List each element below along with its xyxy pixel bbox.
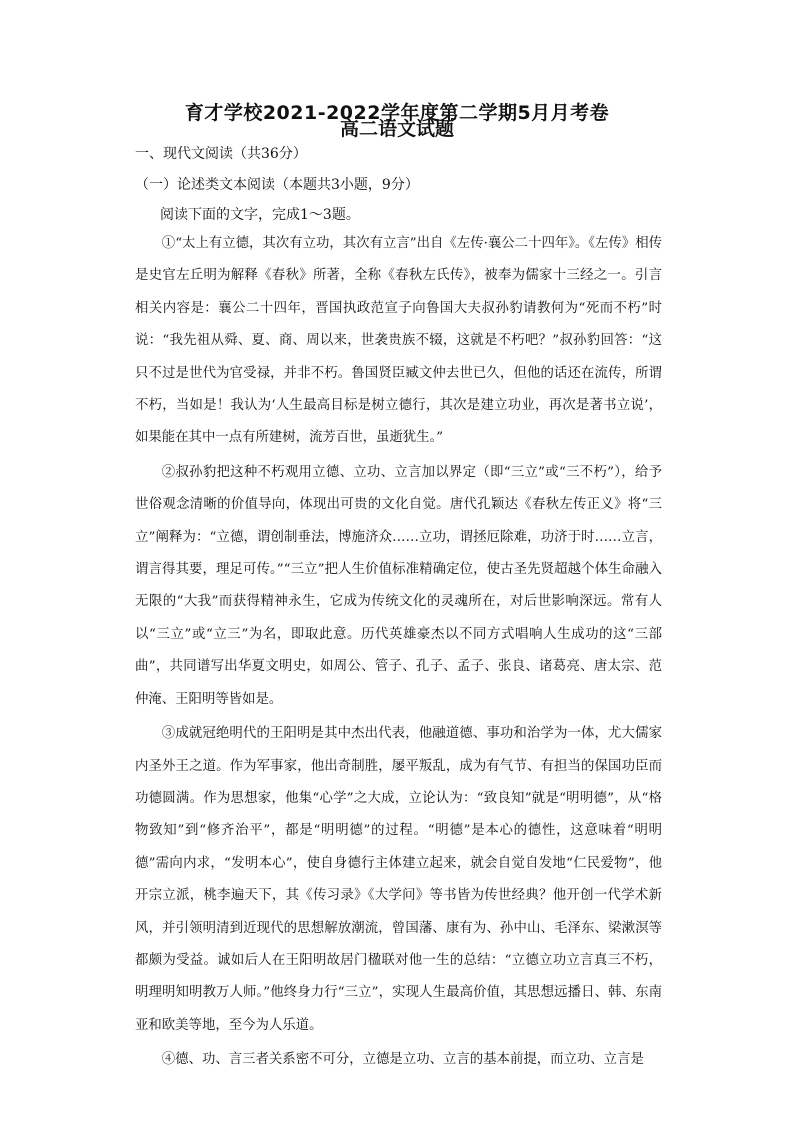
passage-paragraph-1: ①“太上有立德，其次有立功，其次有立言”出自《左传·襄公二十四年》。《左传》相传是史官左丘明为解释《春秋》所著，全称《春秋左氏传》，被奉为儒家十三经之一。引言相关内容是：襄公二十四年，晋国执政范宣子向鲁国大夫叔孙豹请教何为“死而不朽”时说：“我先祖从舜、夏、商、周以来，世袭贵族不辍，这就是不朽吧？”叔孙豹回答：“这只不过是世代为官受禄，并非不朽。鲁国贤臣臧文仲去世已久，但他的话还在流传，所谓不朽，当如是！我认为‘人生最高目标是树立德行，其次是建立功业，再次是著书立说’，如果能在其中一点有所建树，流芳百世，虽逝犹生。”	[135, 236, 662, 446]
reading-instruction: 阅读下面的文字，完成1～3题。	[160, 207, 360, 223]
exam-title: 育才学校2021-2022学年度第二学期5月月考卷	[184, 102, 610, 124]
section-subheading: （一）论述类文本阅读（本题共3小题，9分）	[135, 177, 419, 193]
exam-subtitle-text: 高二语文试题	[339, 118, 454, 140]
exam-subtitle	[0, 112, 794, 139]
passage-paragraph-2: ②叔孙豹把这种不朽观用立德、立功、立言加以界定（即“三立”或“三不朽”），给予世俗观念清晰的价值导向，体现出可贵的文化自觉。唐代孔颖达《春秋左传正义》将“三立”阐释为：“立德，谓创制垂法，博施济众……立功，谓拯厄除难，功济于时……立言，谓言得其要，理足可传。”“三立”把人生价值标准精确定位，使古圣先贤超越个体生命融入无限的“大我”而获得精神永生，它成为传统文化的灵魂所在，对后世影响深远。常有人以“三立”或“立三”为名，即取此意。历代英雄豪杰以不同方式唱响人生成功的这“三部曲”，共同谱写出华夏文明史，如周公、管子、孔子、孟子、张良、诸葛亮、唐太宗、范仲淹、王阳明等皆如是。	[135, 464, 662, 707]
section-heading: 一、现代文阅读（共36分）	[135, 146, 307, 162]
passage-paragraph-3: ③成就冠绝明代的王阳明是其中杰出代表，他融道德、事功和治学为一体，尤大儒家内圣外王之道。作为军事家，他出奇制胜，屡平叛乱，成为有气节、有担当的保国功臣而功德圆满。作为思想家，他集“心学”之大成，立论认为：“致良知”就是“明明德”，从“格物致知”到“修齐治平”，都是“明明德”的过程。“明德”是本心的德性，这意味着“明明德”需向内求，“发明本心”，使自身德行主体建立起来，就会自觉自发地“仁民爱物”，他开宗立派，桃李遍天下，其《传习录》《大学问》等书皆为传世经典？他开创一代学术新风，并引领明清到近现代的思想解放潮流，曾国藩、康有为、孙中山、毛泽东、梁漱溟等都颇为受益。诚如后人在王阳明故居门楹联对他一生的总结：“立德立功立言真三不朽，明理明知明教万人师。”他终身力行“三立”，实现人生最高价值，其思想远播日、韩、东南亚和欧美等地，至今为人乐道。	[135, 726, 662, 1033]
passage	[135, 228, 662, 1079]
passage-paragraph-4: ④德、功、言三者关系密不可分，立德是立功、立言的基本前提，而立功、立言是	[161, 1052, 644, 1068]
